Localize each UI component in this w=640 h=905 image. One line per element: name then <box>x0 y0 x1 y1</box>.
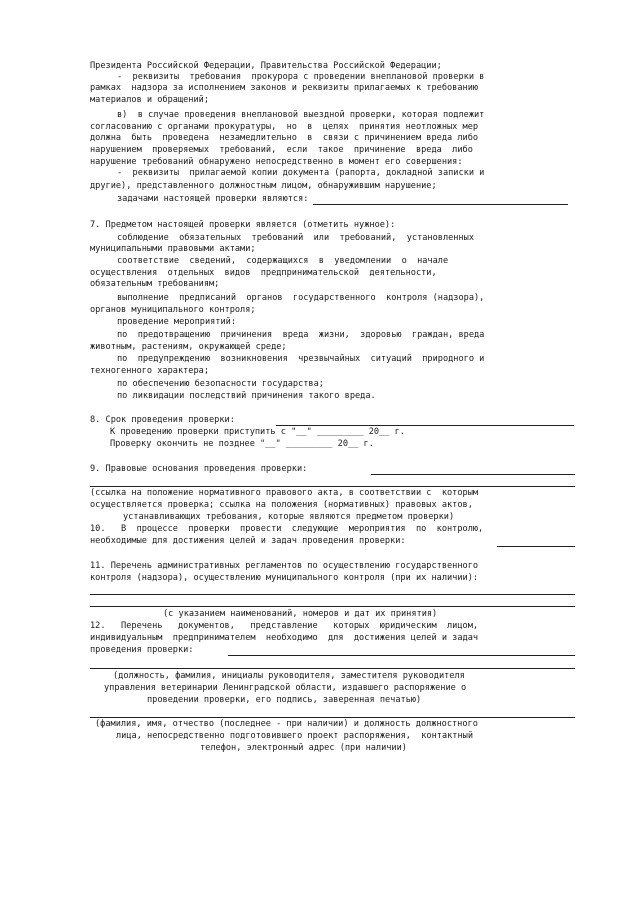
s11-note: (с указанием наименований, номеров и дат их принятия) <box>163 609 438 619</box>
s11-fill-line <box>90 606 575 607</box>
s12-fill-line <box>90 668 575 669</box>
s10-heading: 10. В процессе проверки провести следующие мероприятия по контролю, <box>90 524 484 534</box>
s11-line: контроля (надзора), осуществлению муниципального контроля (при их наличии): <box>90 573 479 583</box>
preparer-note: лица, непосредственно подготовившего проект распоряжения, контактный <box>116 731 473 741</box>
s10-line: необходимые для достижения целей и задач проведения проверки: <box>90 536 406 546</box>
s8-heading: 8. Срок проведения проверки: <box>90 415 235 425</box>
s11-heading: 11. Перечень административных регламентов по осуществлению государственного <box>90 561 479 571</box>
s9-note: осуществляется проверка; ссылка на положения (нормативных) правовых актов, <box>90 500 473 510</box>
s7-line: осуществления отдельных видов предпринимательской деятельности, <box>90 268 437 278</box>
intro-line: Президента Российской Федерации, Правительства Российской Федерации; <box>90 61 442 71</box>
intro-line: рамках надзора за исполнением законов и реквизиты прилагаемых к требованию <box>90 83 479 93</box>
s7-line: соблюдение обязательных требований или требований, установленных <box>117 233 474 243</box>
preparer-note: (фамилия, имя, отчество (последнее - при наличии) и должность должностного <box>95 719 478 729</box>
intro-line: - реквизиты прилагаемой копии документа (рапорта, докладной записки и <box>117 168 485 178</box>
s7-line: органов муниципального контроля; <box>90 305 256 315</box>
s10-fill-line <box>497 546 575 547</box>
s12-fill-line <box>228 655 575 656</box>
tasks-label: задачами настоящей проверки являются: <box>117 194 309 204</box>
s7-line: обязательным требованиям; <box>90 279 220 289</box>
tasks-fill-line <box>313 204 568 205</box>
s12-line: индивидуальным предпринимателем необходимо для достижения целей и задач <box>90 633 479 643</box>
s8-start-date: К проведению проверки приступить с "__" _________ 20__ г. <box>110 427 405 437</box>
signature-note: управления ветеринарии Ленинградской области, издавшего распоряжение о <box>104 683 467 693</box>
signature-note: (должность, фамилия, инициалы руководителя, заместителя руководителя <box>113 671 465 681</box>
s7-line: техногенного характера; <box>90 366 209 376</box>
s8-fill-line <box>276 425 574 426</box>
preparer-fill-line <box>90 717 575 718</box>
s9-fill-line <box>90 486 575 487</box>
s7-line: проведение мероприятий: <box>117 317 236 327</box>
intro-line: нарушением проверяемых требований, если такое причинение вреда либо <box>90 145 473 155</box>
s12-line: проведения проверки: <box>90 645 194 655</box>
s11-fill-line <box>90 594 575 595</box>
s7-line: муниципальными правовыми актами; <box>90 244 256 254</box>
intro-line: в) в случае проведения внеплановой выездной проверки, которая подлежит <box>117 110 485 120</box>
s9-heading: 9. Правовые основания проведения проверки: <box>90 464 308 474</box>
intro-line: - реквизиты требования прокурора с проведении внеплановой проверки в <box>117 72 485 82</box>
s7-heading: 7. Предметом настоящей проверки является (отметить нужное): <box>90 220 396 230</box>
s7-line: по ликвидации последствий причинения такого вреда. <box>117 391 376 401</box>
s8-end-date: Проверку окончить не позднее "__" _________ 20__ г. <box>110 439 374 449</box>
intro-line: должна быть проведена незамедлительно в связи с причинением вреда либо <box>90 133 479 143</box>
s9-note: устанавливающих требования, которые являются предметом проверки) <box>123 512 455 522</box>
intro-line: материалов и обращений; <box>90 95 209 105</box>
s7-line: по предупреждению возникновения чрезвычайных ситуаций природного и <box>117 354 485 364</box>
s9-note: (ссылка на положение нормативного правового акта, в соответствии с которым <box>90 488 479 498</box>
s7-line: по предотвращению причинения вреда жизни, здоровью граждан, вреда <box>117 330 485 340</box>
intro-line: другие), представленного должностным лицом, обнаружившим нарушение; <box>90 181 437 191</box>
s7-line: выполнение предписаний органов государственного контроля (надзора), <box>117 293 485 303</box>
s12-heading: 12. Перечень документов, представление которых юридическим лицом, <box>90 621 479 631</box>
intro-line: нарушение требований обнаружено непосредственно в момент его совершения: <box>90 157 463 167</box>
s7-line: животным, растениям, окружающей среде; <box>90 342 287 352</box>
s7-line: по обеспечению безопасности государства; <box>117 379 324 389</box>
s7-line: соответствие сведений, содержащихся в уведомлении о начале <box>117 256 449 266</box>
signature-note: проведении проверки, его подпись, заверенная печатью) <box>147 695 422 705</box>
preparer-note: телефон, электронный адрес (при наличии) <box>200 743 407 753</box>
s9-fill-line <box>371 474 575 475</box>
intro-line: согласованию с органами прокуратуры, но в целях принятия неотложных мер <box>90 122 479 132</box>
